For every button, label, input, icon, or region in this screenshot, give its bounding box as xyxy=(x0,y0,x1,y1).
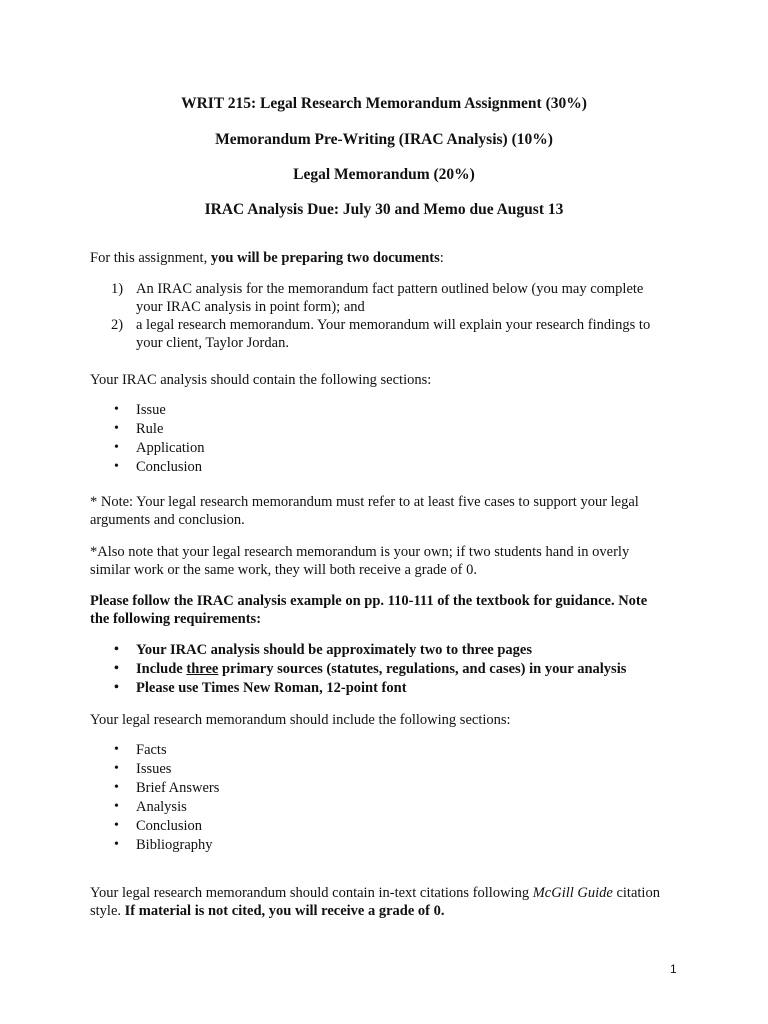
bullet-icon: • xyxy=(114,402,119,417)
requirement-text: Include xyxy=(136,661,187,677)
list-item: Analysis xyxy=(136,799,187,815)
paragraph-line: *Also note that your legal research memorandum is your own; if two students hand in overly xyxy=(90,544,630,560)
citation-warning: If material is not cited, you will receive a grade of 0. xyxy=(124,903,445,919)
note-cases xyxy=(90,493,639,529)
list-item: a legal research memorandum. Your memorandum will explain your research findings to xyxy=(136,317,651,333)
list-item: Issue xyxy=(136,402,166,418)
bullet-icon: • xyxy=(114,440,119,455)
citation-text: citation xyxy=(612,885,660,901)
list-number: 1) xyxy=(111,281,124,297)
document-title: WRIT 215: Legal Research Memorandum Assignment (30%) xyxy=(181,95,587,112)
list-number: 2) xyxy=(111,317,124,333)
intro-text: For this assignment, xyxy=(90,250,211,266)
bullet-icon: • xyxy=(114,680,119,695)
memo-intro: Your legal research memorandum should include the following sections: xyxy=(90,712,511,728)
irac-sections-list xyxy=(0,401,768,481)
paragraph-line: * Note: Your legal research memorandum must refer to at least five cases to support your legal xyxy=(90,494,639,510)
bullet-icon: • xyxy=(114,818,119,833)
subtitle-memorandum: Legal Memorandum (20%) xyxy=(293,166,475,183)
list-item: Bibliography xyxy=(136,837,213,853)
paragraph-line: similar work or the same work, they will both receive a grade of 0. xyxy=(90,562,477,578)
bullet-icon: • xyxy=(114,780,119,795)
list-item xyxy=(136,660,626,678)
note-originality xyxy=(90,543,629,579)
requirements-list xyxy=(0,641,768,701)
list-item: Conclusion xyxy=(136,459,203,475)
intro-bold: you will be preparing two documents xyxy=(210,250,440,266)
irac-intro: Your IRAC analysis should contain the following sections: xyxy=(90,372,432,388)
list-item: Issues xyxy=(136,761,172,777)
subtitle-prewriting: Memorandum Pre-Writing (IRAC Analysis) (10%) xyxy=(215,131,553,148)
bullet-icon: • xyxy=(114,661,119,676)
list-item: Please use Times New Roman, 12-point font xyxy=(136,680,407,696)
underlined-word: three xyxy=(186,661,219,677)
list-item: An IRAC analysis for the memorandum fact pattern outlined below (you may complete xyxy=(136,281,644,297)
list-item-continued: your client, Taylor Jordan. xyxy=(136,335,289,351)
paragraph-line xyxy=(90,884,660,902)
requirement-text: primary sources (statutes, regulations, and cases) in your analysis xyxy=(218,661,627,677)
list-item: Your IRAC analysis should be approximately two to three pages xyxy=(136,642,532,658)
page-number: 1 xyxy=(670,962,677,976)
list-item: Facts xyxy=(136,742,167,758)
bullet-icon: • xyxy=(114,837,119,852)
paragraph-line: arguments and conclusion. xyxy=(90,512,245,528)
bullet-icon: • xyxy=(114,642,119,657)
numbered-list xyxy=(0,280,768,350)
citation-requirement xyxy=(90,884,660,920)
intro-paragraph xyxy=(90,249,444,267)
citation-text: style. xyxy=(90,903,125,919)
list-item: Brief Answers xyxy=(136,780,220,796)
intro-suffix: : xyxy=(439,250,444,266)
list-item: Conclusion xyxy=(136,818,203,834)
bullet-icon: • xyxy=(114,761,119,776)
citation-guide-title: McGill Guide xyxy=(532,885,613,901)
list-item: Rule xyxy=(136,421,164,437)
list-item: Application xyxy=(136,440,205,456)
follow-instructions xyxy=(90,592,647,628)
due-dates: IRAC Analysis Due: July 30 and Memo due August 13 xyxy=(204,201,564,218)
bullet-icon: • xyxy=(114,742,119,757)
citation-text: Your legal research memorandum should contain in-text citations following xyxy=(90,885,533,901)
memo-sections-list xyxy=(0,741,768,856)
paragraph-line xyxy=(90,902,660,920)
bullet-icon: • xyxy=(114,459,119,474)
paragraph-line: the following requirements: xyxy=(90,611,262,627)
paragraph-line: Please follow the IRAC analysis example on pp. 110-111 of the textbook for guidance. Note xyxy=(90,593,648,609)
bullet-icon: • xyxy=(114,421,119,436)
bullet-icon: • xyxy=(114,799,119,814)
list-item-continued: your IRAC analysis in point form); and xyxy=(136,299,365,315)
